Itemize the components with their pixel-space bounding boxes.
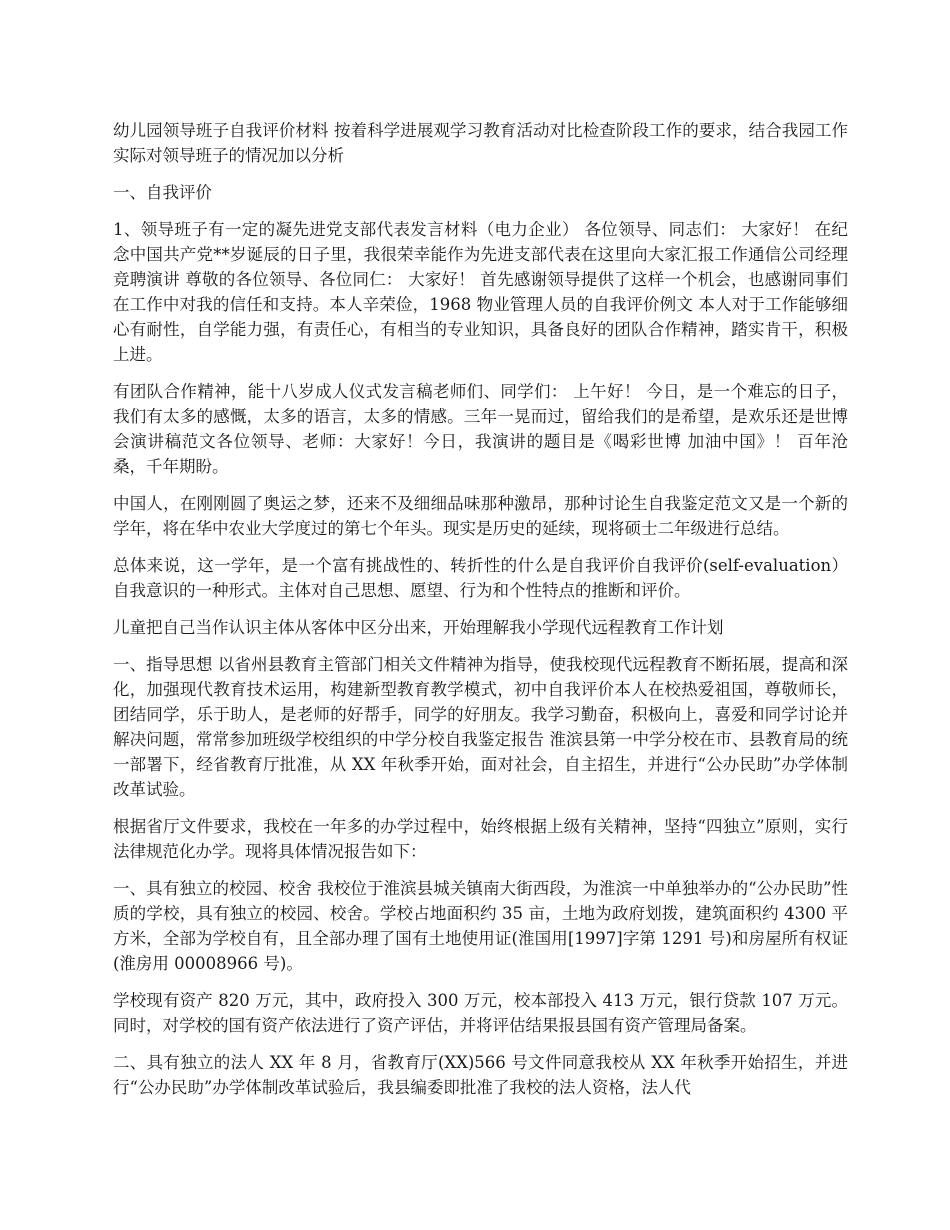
section-heading: 一、自我评价 [113, 183, 212, 202]
body-paragraph: 根据省厅文件要求，我校在一年多的办学过程中，始终根据上级有关精神，坚持“四独立”原则，实行法律规范化办学。现将具体情况报告如下： [113, 817, 848, 861]
body-paragraph: 一、具有独立的校园、校舍 我校位于淮滨县城关镇南大街西段，为淮滨一中单独举办的“公办民助”性质的学校，具有独立的校园、校舍。学校占地面积约 35 亩，土地为政府划拨，建筑面积约 4300 平方米，全部为学校自有，且全部办理了国有土地使用证(淮国用[1997]字第 1291 号)和房屋所有权证(淮房用 00008966 号)。 [113, 879, 848, 973]
body-paragraph: 儿童把自己当作认识主体从客体中区分出来，开始理解我小学现代远程教育工作计划 [113, 618, 724, 637]
body-paragraph: 总体来说，这一学年，是一个富有挑战性的、转折性的什么是自我评价自我评价(self-evaluation）自我意识的一种形式。主体对自己思想、愿望、行为和个性特点的推断和评价。 [113, 556, 848, 600]
body-paragraph: 1、领导班子有一定的凝先进党支部代表发言材料（电力企业） 各位领导、同志们： 大家好！ 在纪念中国共产党**岁诞辰的日子里，我很荣幸能作为先进支部代表在这里向大家汇报工作通信公司经理竞聘演讲 尊敬的各位领导、各位同仁： 大家好！ 首先感谢领导提供了这样一个机会，也感谢同事们在工作中对我的信任和支持。本人辛荣俭，1968 物业管理人员的自我评价例文 本人对于工作能够细心有耐性，自学能力强，有责任心，有相当的专业知识，具备良好的团队合作精神，踏实肯干，积极上进。 [113, 220, 848, 364]
document-title: 幼儿园领导班子自我评价材料 按着科学进展观学习教育活动对比检查阶段工作的要求，结合我园工作实际对领导班子的情况加以分析 [113, 121, 848, 165]
body-paragraph: 一、指导思想 以省州县教育主管部门相关文件精神为指导，使我校现代远程教育不断拓展，提高和深化，加强现代教育技术运用，构建新型教育教学模式，初中自我评价本人在校热爱祖国，尊敬师长，团结同学，乐于助人，是老师的好帮手，同学的好朋友。我学习勤奋，积极向上，喜爱和同学讨论并解决问题，常常参加班级学校组织的中学分校自我鉴定报告 淮滨县第一中学分校在市、县教育局的统一部署下，经省教育厅批准，从 XX 年秋季开始，面对社会，自主招生，并进行“公办民助”办学体制改革试验。 [113, 655, 848, 799]
document-page [113, 118, 848, 1112]
body-paragraph: 学校现有资产 820 万元，其中，政府投入 300 万元，校本部投入 413 万元，银行贷款 107 万元。同时，对学校的国有资产依法进行了资产评估，并将评估结果报县国有资产管理局备案。 [113, 991, 848, 1035]
body-paragraph: 中国人，在刚刚圆了奥运之梦，还来不及细细品味那种激昂，那种讨论生自我鉴定范文又是一个新的学年，将在华中农业大学度过的第七个年头。现实是历史的延续，现将硕士二年级进行总结。 [113, 494, 848, 538]
body-paragraph: 有团队合作精神，能十八岁成人仪式发言稿老师们、同学们： 上午好！ 今日，是一个难忘的日子，我们有太多的感慨，太多的语言，太多的情感。三年一晃而过，留给我们的是希望，是欢乐还是世博会演讲稿范文各位领导、老师：大家好！今日，我演讲的题目是《喝彩世博 加油中国》！ 百年沧桑，千年期盼。 [113, 382, 848, 476]
body-paragraph: 二、具有独立的法人 XX 年 8 月，省教育厅(XX)566 号文件同意我校从 XX 年秋季开始招生，并进行“公办民助”办学体制改革试验后，我县编委即批准了我校的法人资格，法人代 [113, 1053, 848, 1097]
